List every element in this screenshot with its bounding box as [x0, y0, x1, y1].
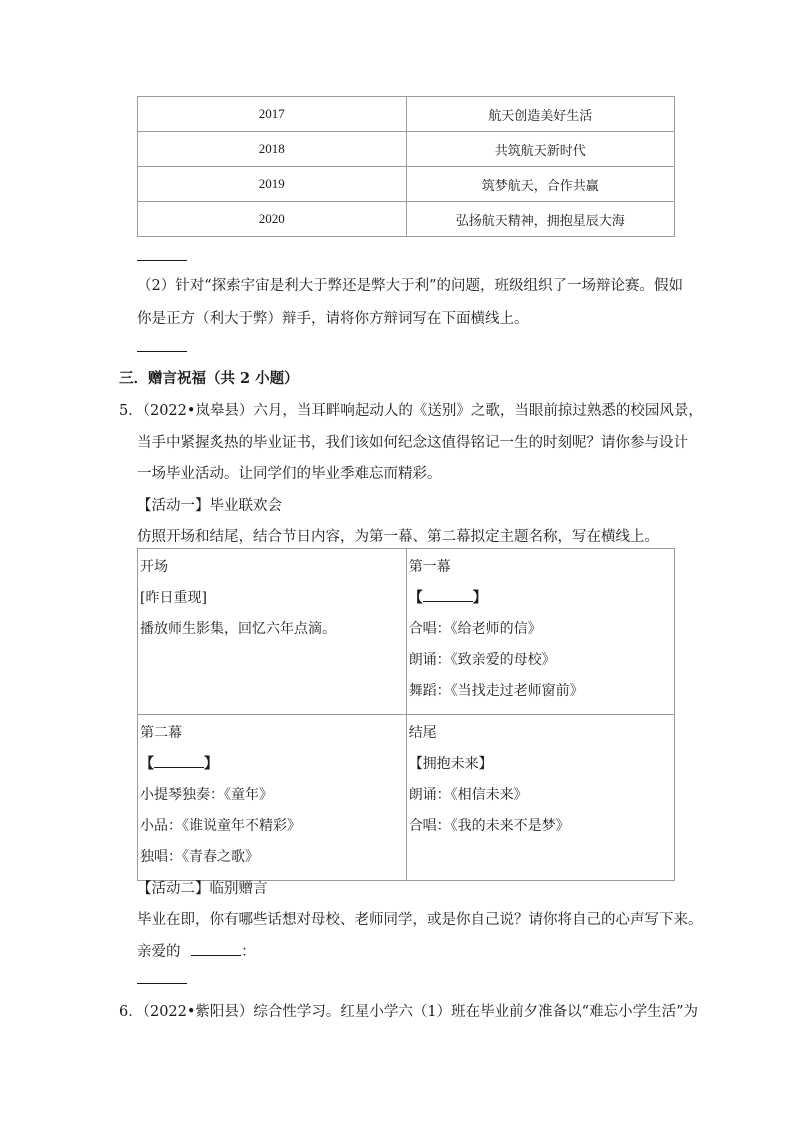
q5-line-1: 5．（2022•岚皋县）六月，当耳畔响起动人的《送别》之歌，当眼前掠过熟悉的校园风景，	[119, 403, 703, 419]
answer-line[interactable]	[137, 983, 187, 984]
theme-cell: 航天创造美好生活	[406, 97, 675, 132]
table-row	[138, 202, 675, 237]
bracket-open: 【	[408, 590, 423, 606]
act-1-item: 合唱：《给老师的信》	[408, 621, 542, 637]
act-2-theme	[140, 752, 404, 783]
greeting-suffix: ：	[241, 944, 256, 960]
opening-cell	[138, 549, 407, 715]
act-2-item: 独唱：《青春之歌》	[140, 849, 259, 865]
act-2-theme-blank[interactable]	[154, 753, 204, 768]
theme-cell: 筑梦航天，合作共赢	[406, 167, 675, 202]
act-2-item: 小提琴独奏：《童年》	[140, 787, 273, 803]
act-2-cell	[138, 715, 407, 881]
program-table	[137, 548, 675, 881]
table-row	[138, 132, 675, 167]
q6-line-1: 6．（2022•紫阳县）综合性学习。红星小学六（1）班在毕业前夕准备以“难忘小学生活”为	[119, 1004, 698, 1020]
q2-line-2: 你是正方（利大于弊）辩手，请将你方辩词写在下面横线上。	[137, 311, 529, 327]
ending-theme: 【拥抱未来】	[408, 756, 493, 772]
year-cell: 2018	[138, 132, 407, 167]
year-cell: 2019	[138, 167, 407, 202]
opening-theme: [昨日重现]	[140, 590, 207, 606]
bracket-close: 】	[204, 756, 218, 772]
year-cell: 2017	[138, 97, 407, 132]
act-1-theme	[409, 586, 672, 617]
act-1-theme-blank[interactable]	[423, 587, 473, 602]
answer-line[interactable]	[137, 351, 187, 352]
q5-line-2: 当手中紧握炙热的毕业证书，我们该如何纪念这值得铭记一生的时刻呢？请你参与设计	[137, 435, 688, 451]
greeting-line	[137, 940, 256, 961]
bracket-open: 【	[140, 756, 154, 772]
bracket-close: 】	[472, 590, 487, 606]
table-row	[138, 167, 675, 202]
section-title: 三．赠言祝福（共 2 小题）	[119, 370, 299, 387]
year-cell: 2020	[138, 202, 407, 237]
theme-cell: 弘扬航天精神，拥抱星辰大海	[406, 202, 675, 237]
ending-cell	[406, 715, 674, 881]
ending-title: 结尾	[408, 725, 437, 741]
activity-2-heading: 【活动二】临别赠言	[137, 881, 268, 897]
greeting-prefix: 亲爱的	[137, 944, 181, 960]
ending-item: 合唱：《我的未来不是梦》	[408, 818, 570, 834]
q2-line-1: （2）针对“探索宇宙是利大于弊还是弊大于利”的问题，班级组织了一场辩论赛。假如	[137, 278, 684, 294]
act-1-item: 舞蹈：《当找走过老师窗前》	[408, 683, 584, 699]
table-row	[138, 549, 675, 715]
act-2-title: 第二幕	[140, 725, 182, 741]
activity-1-instruction: 仿照开场和结尾，结合节日内容，为第一幕、第二幕拟定主题名称，写在横线上。	[137, 529, 659, 545]
answer-line[interactable]	[137, 260, 187, 261]
act-2-item: 小品：《谁说童年不精彩》	[140, 818, 301, 834]
act-1-title: 第一幕	[408, 559, 451, 575]
act-1-item: 朗诵：《致亲爱的母校》	[408, 652, 556, 668]
theme-table	[137, 96, 675, 237]
activity-1-heading: 【活动一】毕业联欢会	[137, 498, 282, 514]
table-row	[138, 715, 675, 881]
opening-title: 开场	[140, 559, 168, 575]
ending-item: 朗诵：《相信未来》	[408, 787, 528, 803]
act-1-cell	[406, 549, 674, 715]
table-row	[138, 97, 675, 132]
activity-2-text: 毕业在即，你有哪些话想对母校、老师同学，或是你自己说？请你将自己的心声写下来。	[137, 912, 703, 928]
q5-line-3: 一场毕业活动。让同学们的毕业季难忘而精彩。	[137, 466, 442, 482]
theme-cell: 共筑航天新时代	[406, 132, 675, 167]
greeting-blank[interactable]	[191, 941, 241, 956]
opening-item: 播放师生影集，回忆六年点滴。	[140, 621, 336, 637]
